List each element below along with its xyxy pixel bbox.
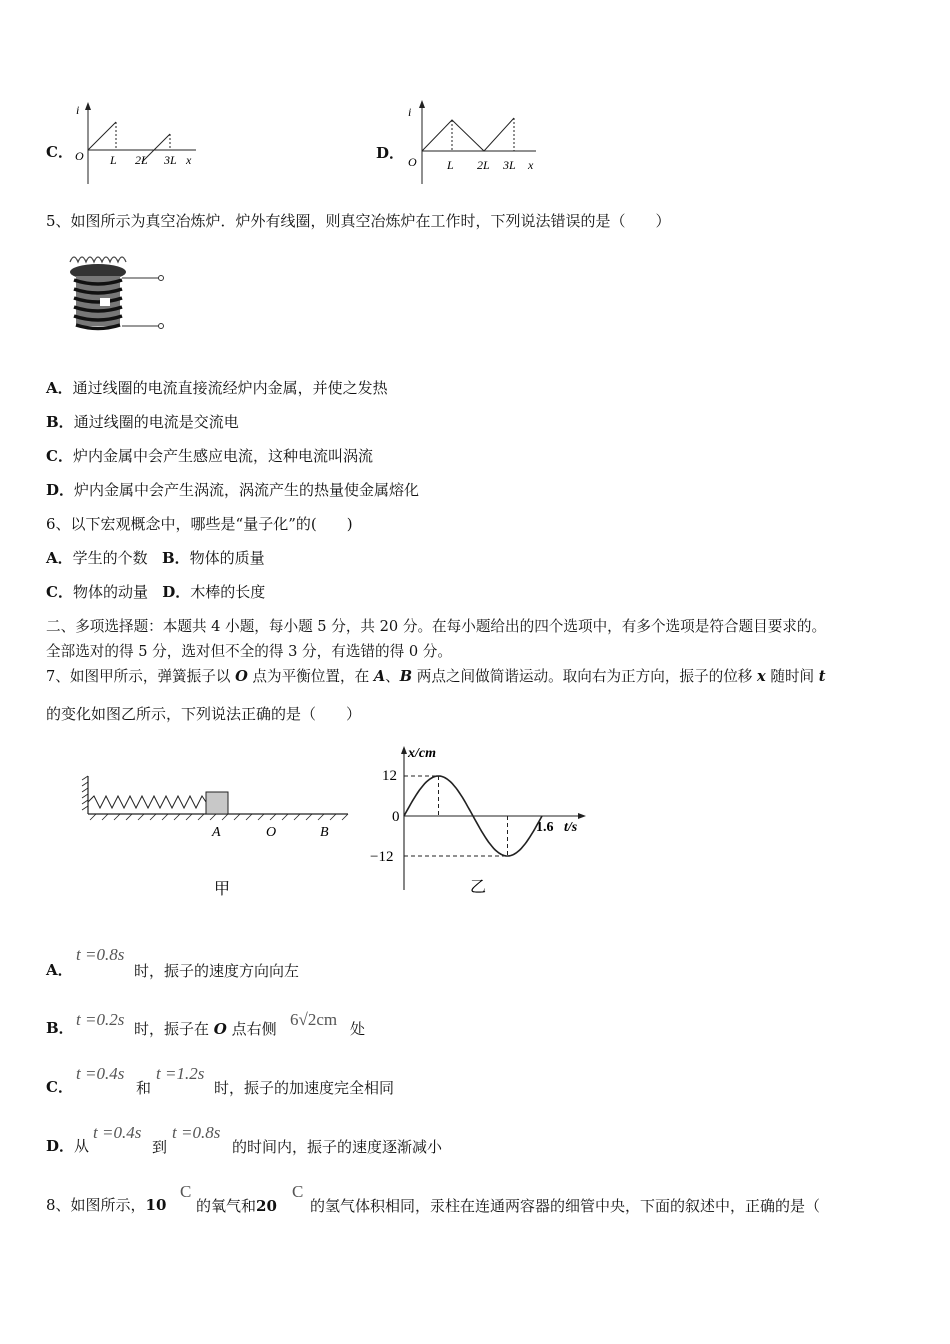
q4-graph-c (74, 100, 204, 190)
graph-d-axis-y: i (408, 105, 412, 119)
fig-jia-point-o: O (266, 825, 277, 840)
q7-stem-line2: 的变化如图乙所示，下列说法正确的是（ ） (46, 705, 362, 723)
q8-unit-2: C (292, 1182, 304, 1201)
chart-ylabel: x/cm (408, 746, 436, 761)
graph-d-tick-l: L (447, 158, 454, 172)
q7-option-b-math: t =0.2s (76, 1010, 125, 1029)
q7-option-b-text: 时，振子在 O 点右侧 (134, 1020, 277, 1038)
q8-stem-end: 的氢气体积相同，汞柱在连通两容器的细管中央，下面的叙述中，正确的是（ (310, 1197, 821, 1215)
fig-jia-point-a: A (212, 825, 221, 840)
q7-option-b-text-end: 处 (350, 1020, 366, 1038)
q5-option-c: C．炉内金属中会产生感应电流，这种电流叫涡流 (46, 447, 373, 465)
figure-jia-spring (80, 770, 360, 900)
q8-stem-mid: 的氧气和20 (196, 1197, 277, 1215)
graph-c-axis-y: i (76, 103, 80, 117)
graph-c-tick-3l: 3L (164, 153, 177, 167)
graph-d-origin: O (408, 155, 417, 169)
graph-c-axis-x: x (186, 153, 192, 167)
graph-c-origin: O (75, 149, 84, 163)
fig-yi-caption: 乙 (470, 879, 487, 896)
fig-jia-caption: 甲 (214, 881, 231, 898)
q7-option-a-math: t =0.8s (76, 945, 125, 964)
q7-option-d-label: D．从 (46, 1137, 90, 1155)
chart-tick-ymax: 12 (382, 768, 397, 784)
q7-option-c-math2: t =1.2s (156, 1064, 205, 1083)
chart-xlabel: t/s (564, 820, 578, 835)
q6-options-row2: C．物体的动量 D．木棒的长度 (46, 583, 266, 601)
q7-option-d-text: 的时间内，振子的速度逐渐减小 (232, 1138, 443, 1156)
q7-option-c-math: t =0.4s (76, 1064, 125, 1083)
q7-option-c-text: 时，振子的加速度完全相同 (214, 1079, 395, 1097)
q8-unit-1: C (180, 1182, 192, 1201)
chart-y-axis-arrow (401, 746, 407, 754)
q7-stem-line1: 7、如图甲所示，弹簧振子以 O 点为平衡位置，在 A、B 两点之间做简谐运动。取向右为正方向，振子的位移 x 随时间 t (46, 668, 826, 685)
chart-tick-x: 1.6 (536, 820, 554, 835)
q8-stem-start: 8、如图所示，10 (46, 1196, 167, 1214)
chart-tick-ymin: −12 (370, 849, 394, 865)
vacuum-furnace-figure (60, 248, 180, 348)
q7-option-c-label: C． (46, 1078, 73, 1096)
q7-option-a-text: 时，振子的速度方向向左 (134, 962, 300, 980)
section2-line2: 全部选对的得 5 分，选对但不全的得 3 分，有选错的得 0 分。 (46, 643, 452, 660)
section2-line1: 二、多项选择题：本题共 4 小题，每小题 5 分，共 20 分。在每小题给出的四个选项中，有多个选项是符合题目要求的。 (46, 618, 827, 635)
graph-d-tick-3l: 3L (503, 158, 516, 172)
q4-option-d-label: D． (376, 144, 405, 162)
chart-origin: 0 (392, 809, 400, 825)
q7-option-d-math2: t =0.8s (172, 1123, 221, 1142)
figure-yi-chart (362, 740, 592, 900)
fig-jia-point-b: B (320, 825, 329, 840)
q7-option-a-label: A． (46, 961, 73, 979)
chart-x-axis-arrow (578, 813, 586, 819)
q6-options-row1: A．学生的个数 B．物体的质量 (46, 549, 265, 567)
graph-c-tick-l: L (110, 153, 117, 167)
q7-option-b-label: B． (46, 1019, 74, 1037)
q6-stem: 6、以下宏观概念中，哪些是“量子化”的( ) (46, 515, 353, 533)
graph-d-tick-2l: 2L (477, 158, 490, 172)
q4-graph-d (404, 98, 544, 190)
q7-option-d-math: t =0.4s (93, 1123, 142, 1142)
q7-option-c-and: 和 (136, 1079, 152, 1097)
q4-option-c-label: C． (46, 143, 73, 161)
q7-option-b-math2: 6√2cm (290, 1010, 338, 1029)
q5-stem: 5、如图所示为真空冶炼炉．炉外有线圈，则真空冶炼炉在工作时，下列说法错误的是（ ） (46, 212, 671, 230)
q7-option-d-to: 到 (152, 1138, 168, 1156)
graph-c-tick-2l: 2L (135, 153, 148, 167)
graph-d-axis-x: x (528, 158, 534, 172)
q5-option-a: A．通过线圈的电流直接流经炉内金属，并使之发热 (46, 379, 388, 397)
q5-option-b: B．通过线圈的电流是交流电 (46, 413, 239, 431)
q5-option-d: D．炉内金属中会产生涡流，涡流产生的热量使金属熔化 (46, 481, 420, 499)
